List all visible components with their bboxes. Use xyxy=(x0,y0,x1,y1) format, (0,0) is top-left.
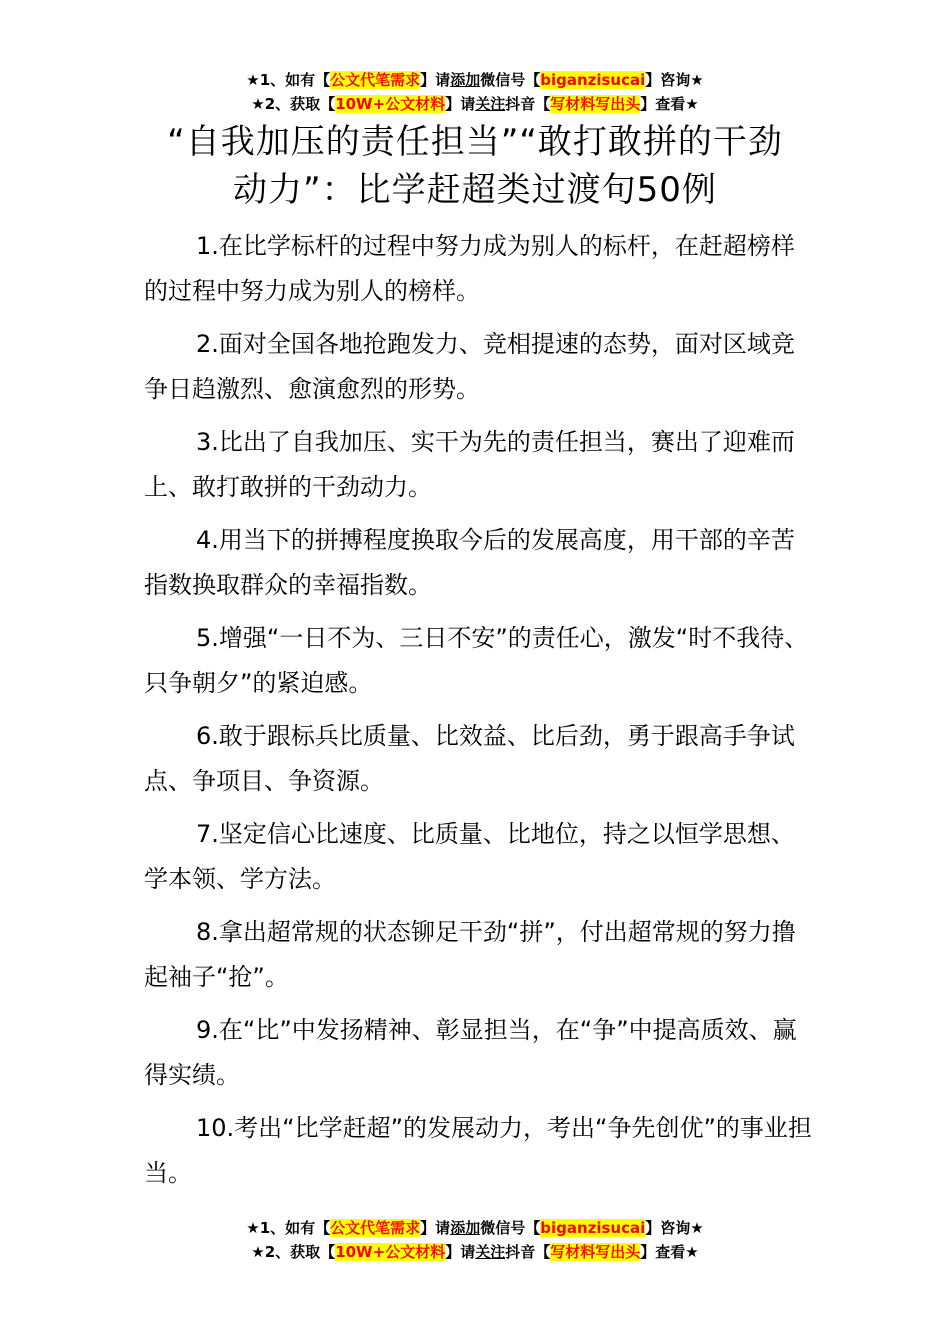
list-item: 8.拿出超常规的状态铆足干劲“拼”，付出超常规的努力撸起袖子“抢”。 xyxy=(144,918,796,991)
banner-text: 】请 xyxy=(420,71,451,89)
banner-text: ★1、如有【 xyxy=(246,71,331,89)
banner-text: 微信号【 xyxy=(480,71,541,89)
banner-text: 抖音【 xyxy=(505,1243,551,1261)
list-item: 7.坚定信心比速度、比质量、比地位，持之以恒学思想、学本领、学方法。 xyxy=(144,820,795,893)
banner-text: 】查看★ xyxy=(640,1243,699,1261)
banner-emphasis: 关注 xyxy=(475,95,506,113)
banner-highlight: 写材料写出头 xyxy=(550,1243,641,1261)
list-item: 4.用当下的拼搏程度换取今后的发展高度，用干部的辛苦指数换取群众的幸福指数。 xyxy=(144,526,795,599)
header-banner xyxy=(0,68,950,116)
list-item: 5.增强“一日不为、三日不安”的责任心，激发“时不我待、只争朝夕”的紧迫感。 xyxy=(144,624,809,697)
banner-highlight: 10W+公文材料 xyxy=(335,95,446,113)
footer-banner xyxy=(0,1216,950,1264)
title-line-2: 动力”：比学赶超类过渡句50例 xyxy=(233,170,717,210)
banner-text: 】请 xyxy=(420,1219,451,1237)
list-item: 3.比出了自我加压、实干为先的责任担当，赛出了迎难而上、敢打敢拼的干劲动力。 xyxy=(144,428,795,501)
banner-text: 】查看★ xyxy=(640,95,699,113)
list-item: 10.考出“比学赶超”的发展动力，考出“争先创优”的事业担当。 xyxy=(144,1114,812,1187)
list-item: 9.在“比”中发扬精神、彰显担当，在“争”中提高质效、赢得实绩。 xyxy=(144,1016,797,1089)
list-item: 2.面对全国各地抢跑发力、竞相提速的态势，面对区域竞争日趋激烈、愈演愈烈的形势。 xyxy=(144,330,795,403)
banner-emphasis: 关注 xyxy=(475,1243,506,1261)
list-item: 6.敢于跟标兵比质量、比效益、比后劲，勇于跟高手争试点、争项目、争资源。 xyxy=(144,722,795,795)
banner-text: 】咨询★ xyxy=(645,1219,704,1237)
banner-text: ★2、获取【 xyxy=(251,1243,336,1261)
title-line-1: “自我加压的责任担当”“敢打敢拼的干劲 xyxy=(167,122,783,162)
banner-text: 】咨询★ xyxy=(645,71,704,89)
banner-line-2 xyxy=(0,1240,950,1264)
banner-text: ★2、获取【 xyxy=(251,95,336,113)
banner-highlight: 公文代笔需求 xyxy=(330,71,421,89)
banner-highlight: biganzisucai xyxy=(540,1219,646,1237)
banner-emphasis: 添加 xyxy=(450,1219,481,1237)
banner-highlight: 写材料写出头 xyxy=(550,95,641,113)
banner-highlight: 公文代笔需求 xyxy=(330,1219,421,1237)
banner-highlight: 10W+公文材料 xyxy=(335,1243,446,1261)
list-item: 1.在比学标杆的过程中努力成为别人的标杆，在赶超榜样的过程中努力成为别人的榜样。 xyxy=(144,232,795,305)
document-title xyxy=(100,118,850,214)
banner-emphasis: 添加 xyxy=(450,71,481,89)
banner-line-2 xyxy=(0,92,950,116)
banner-highlight: biganzisucai xyxy=(540,71,646,89)
item-list xyxy=(144,224,814,1204)
banner-text: 】请 xyxy=(445,1243,476,1261)
banner-line-1 xyxy=(0,68,950,92)
banner-text: ★1、如有【 xyxy=(246,1219,331,1237)
banner-text: 抖音【 xyxy=(505,95,551,113)
banner-text: 】请 xyxy=(445,95,476,113)
banner-line-1 xyxy=(0,1216,950,1240)
banner-text: 微信号【 xyxy=(480,1219,541,1237)
